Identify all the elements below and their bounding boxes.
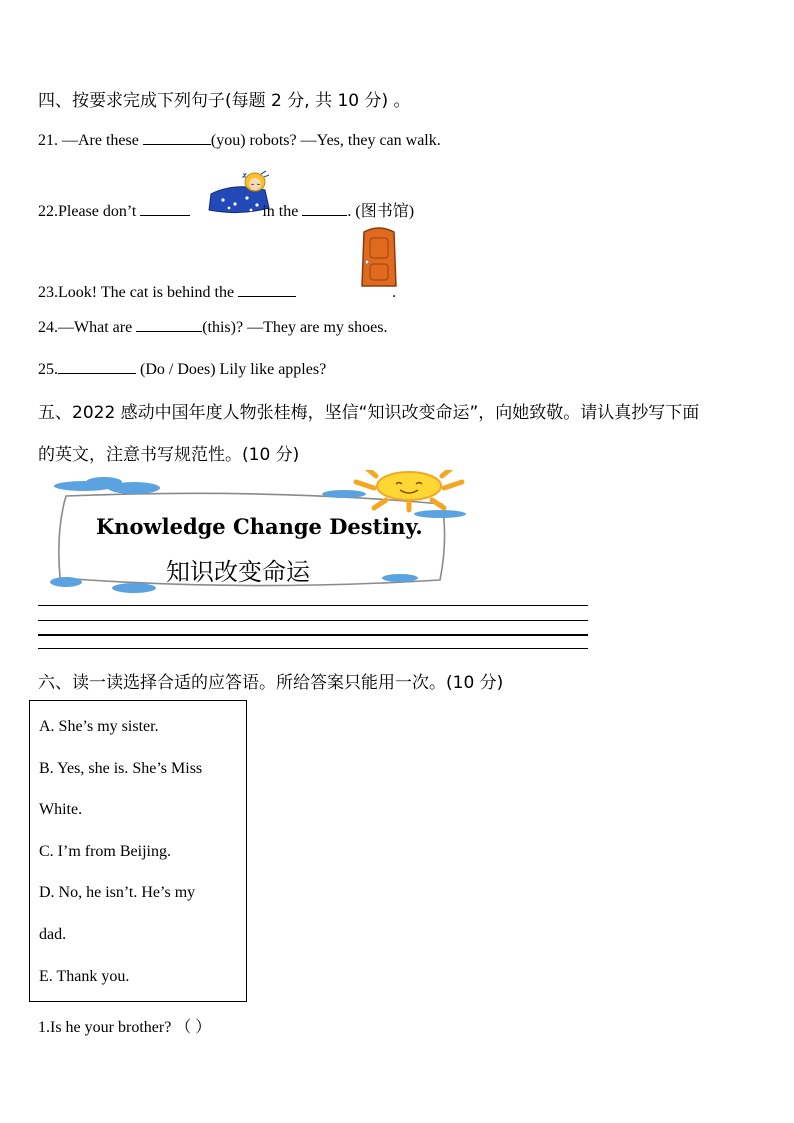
writing-line-3 — [38, 634, 588, 636]
question-25 — [38, 359, 326, 379]
cloud-left — [54, 477, 160, 494]
q22-blank-1[interactable] — [140, 201, 190, 216]
q21-text-a: 21. —Are these — [38, 132, 143, 149]
banner-english-text: Knowledge Change Destiny. — [96, 514, 423, 539]
option-b: B. Yes, she is. She’s Miss — [39, 760, 203, 777]
question-23 — [38, 282, 396, 302]
option-e: E. Thank you. — [39, 968, 130, 985]
question-24 — [38, 317, 387, 337]
q25-text-b: (Do / Does) Lily like apples? — [136, 361, 327, 378]
section5-title-line2: 的英文，注意书写规范性。(10 分) — [38, 445, 300, 465]
option-d-cont: dad. — [39, 926, 67, 943]
option-a: A. She’s my sister. — [39, 718, 159, 735]
q25-blank[interactable] — [58, 359, 136, 374]
section6-title: 六、读一读选择合适的应答语。所给答案只能用一次。(10 分) — [38, 673, 504, 693]
q21-text-b: (you) robots? —Yes, they can walk. — [210, 132, 441, 149]
q25-text-a: 25. — [38, 361, 58, 378]
writing-line-1 — [38, 605, 588, 606]
q22-blank-2[interactable] — [302, 201, 347, 216]
q23-text-b: . — [392, 284, 397, 301]
q24-text-b: (this)? —They are my shoes. — [202, 319, 388, 336]
option-b-cont: White. — [39, 801, 83, 818]
q22-text-a: 22.Please don’t — [38, 203, 141, 220]
answer-options-box — [29, 700, 247, 1002]
q23-text-a: 23.Look! The cat is behind the — [38, 284, 239, 301]
section4-title: 四、按要求完成下列句子(每题 2 分, 共 10 分) 。 — [38, 91, 411, 111]
q24-text-a: 24.—What are — [38, 319, 137, 336]
question-6-1: 1.Is he your brother? （ ） — [38, 1019, 212, 1036]
q24-blank[interactable] — [136, 317, 202, 332]
option-d: D. No, he isn’t. He’s my — [39, 884, 196, 901]
writing-line-4 — [38, 648, 588, 649]
banner-chinese-text: 知识改变命运 — [166, 558, 310, 586]
question-22 — [38, 198, 414, 221]
writing-line-2 — [38, 620, 588, 621]
question-21 — [38, 130, 441, 150]
q21-blank[interactable] — [143, 130, 211, 145]
q23-blank[interactable] — [238, 282, 296, 297]
door-image — [358, 226, 400, 290]
section5-title-line1: 五、2022 感动中国年度人物张桂梅，坚信“知识改变命运”，向她致敬。请认真抄写下面 — [38, 403, 700, 423]
q22-text-b: in the — [262, 203, 303, 220]
option-c: C. I’m from Beijing. — [39, 843, 171, 860]
q22-text-c: . (图书馆) — [347, 203, 415, 220]
